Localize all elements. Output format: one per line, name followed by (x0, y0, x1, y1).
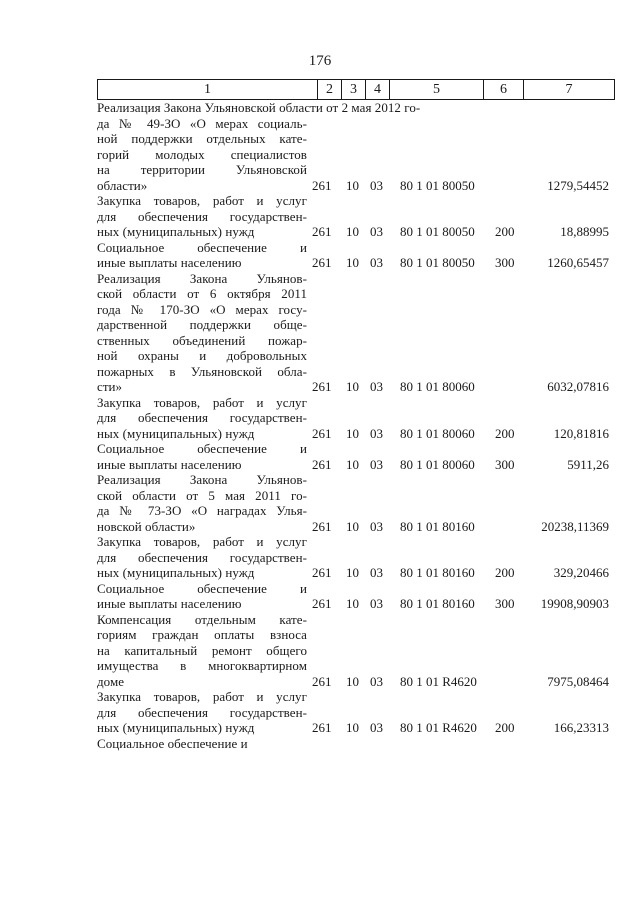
description-line: новской области» (97, 518, 196, 534)
row-description (97, 581, 307, 612)
ministry-code: 261 (312, 177, 332, 193)
section-code: 10 (346, 224, 359, 239)
row-amount: 166,23313 (553, 720, 609, 735)
row-amount: 20238,11369 (541, 518, 609, 534)
description-line: Реализация Закона Ульянов- (97, 270, 307, 286)
description-line: да № 73-ЗО «О наградах Улья- (97, 503, 307, 518)
target-article-code: 80 1 01 80160 (400, 565, 475, 580)
row-codes (312, 674, 525, 690)
table-header (97, 79, 615, 100)
ministry-code: 261 (312, 720, 332, 735)
description-line: иные выплаты населению (97, 255, 242, 270)
row-description (97, 441, 307, 472)
table-row (97, 581, 615, 612)
section-code: 10 (346, 255, 359, 270)
table-row (97, 441, 615, 472)
description-line: Социальное обеспечение и (97, 441, 307, 456)
row-description (97, 472, 307, 534)
subsection-code: 03 (370, 425, 383, 441)
target-article-code: 80 1 01 80160 (400, 518, 475, 534)
ministry-code: 261 (312, 379, 332, 394)
table-row (97, 472, 615, 534)
description-line: Закупка товаров, работ и услуг (97, 193, 307, 208)
description-line: Закупка товаров, работ и услуг (97, 394, 307, 410)
description-line: ных (муниципальных) нужд (97, 720, 255, 735)
expense-type-code: 200 (495, 224, 515, 239)
row-amount: 329,20466 (553, 565, 609, 580)
row-description (97, 689, 307, 736)
ministry-code: 261 (312, 224, 332, 239)
target-article-code: 80 1 01 80050 (400, 255, 475, 270)
header-col-3: 3 (342, 80, 366, 99)
target-article-code: 80 1 01 R4620 (400, 720, 477, 735)
subsection-code: 03 (370, 177, 383, 193)
description-line: Закупка товаров, работ и услуг (97, 689, 307, 704)
header-col-2: 2 (318, 80, 342, 99)
expense-type-code: 300 (495, 596, 515, 611)
table-row (97, 395, 615, 442)
expense-type-code: 200 (495, 425, 515, 441)
description-line: ской области от 6 октября 2011 (97, 286, 307, 301)
table-row (97, 240, 615, 271)
section-code: 10 (346, 425, 359, 441)
row-codes (312, 224, 525, 240)
target-article-code: 80 1 01 80050 (400, 177, 475, 193)
expense-type-code: 200 (495, 565, 515, 580)
expense-type-code: 200 (495, 720, 515, 735)
row-description (97, 193, 307, 240)
row-description (97, 612, 307, 690)
section-code: 10 (346, 456, 359, 472)
description-line: имущества в многоквартирном (97, 658, 307, 673)
header-col-1: 1 (98, 80, 318, 99)
row-codes (312, 720, 525, 736)
ministry-code: 261 (312, 518, 332, 534)
description-line: на капитальный ремонт общего (97, 642, 307, 658)
ministry-code: 261 (312, 425, 332, 441)
row-codes (312, 379, 525, 395)
target-article-code: 80 1 01 80060 (400, 379, 475, 394)
row-amount: 7975,08464 (547, 673, 609, 689)
row-codes (312, 519, 525, 535)
table-row (97, 534, 615, 581)
ministry-code: 261 (312, 673, 332, 689)
subsection-code: 03 (370, 456, 383, 472)
description-line: ных (муниципальных) нужд (97, 565, 255, 580)
target-article-code: 80 1 01 80060 (400, 456, 475, 472)
row-amount: 6032,07816 (547, 379, 609, 394)
ministry-code: 261 (312, 596, 332, 611)
table-row (97, 689, 615, 736)
table-body (97, 100, 615, 751)
description-line: сти» (97, 379, 123, 394)
row-codes (312, 426, 525, 442)
target-article-code: 80 1 01 80050 (400, 224, 475, 239)
section-code: 10 (346, 518, 359, 534)
description-line: гориям граждан оплаты взноса (97, 627, 307, 642)
row-amount: 5911,26 (567, 456, 609, 472)
subsection-code: 03 (370, 596, 383, 611)
description-line: области» (97, 177, 148, 193)
description-line: иные выплаты населению (97, 596, 242, 611)
row-codes (312, 565, 525, 581)
description-line: Реализация Закона Ульяновской области от 2 мая 2012 го- (97, 100, 421, 115)
description-line: дарственной поддержки обще- (97, 317, 307, 332)
description-line: да № 49-ЗО «О мерах социаль- (97, 115, 307, 131)
description-line: для обеспечения государствен- (97, 549, 307, 565)
table-row (97, 100, 615, 193)
ministry-code: 261 (312, 565, 332, 580)
row-description (97, 736, 307, 752)
section-code: 10 (346, 720, 359, 735)
subsection-code: 03 (370, 673, 383, 689)
description-line: ной поддержки отдельных кате- (97, 131, 307, 146)
description-line: на территории Ульяновской (97, 162, 307, 177)
section-code: 10 (346, 673, 359, 689)
row-codes (312, 596, 525, 612)
expense-type-code: 300 (495, 456, 515, 472)
description-line: ной охраны и добровольных (97, 348, 307, 363)
description-line: пожарных в Ульяновской обла- (97, 363, 307, 379)
description-line: Социальное обеспечение и (97, 239, 307, 255)
table-row (97, 193, 615, 240)
section-code: 10 (346, 596, 359, 611)
description-line: горий молодых специалистов (97, 146, 307, 162)
row-codes (312, 736, 525, 752)
page-number: 176 (308, 53, 332, 69)
row-amount: 18,88995 (560, 224, 609, 239)
description-line: ных (муниципальных) нужд (97, 425, 255, 441)
row-codes (312, 255, 525, 271)
target-article-code: 80 1 01 R4620 (400, 673, 477, 689)
description-line: Компенсация отдельным кате- (97, 611, 307, 627)
description-line: Реализация Закона Ульянов- (97, 472, 307, 487)
row-codes (312, 178, 525, 194)
subsection-code: 03 (370, 224, 383, 239)
row-description (97, 271, 307, 395)
description-line: ственных объединений пожар- (97, 332, 307, 348)
description-line: доме (97, 673, 125, 689)
description-line: для обеспечения государствен- (97, 704, 307, 720)
target-article-code: 80 1 01 80060 (400, 425, 475, 441)
target-article-code: 80 1 01 80160 (400, 596, 475, 611)
description-line: Социальное обеспечение и (97, 580, 307, 596)
row-description (97, 240, 307, 271)
description-line: Закупка товаров, работ и услуг (97, 534, 307, 549)
description-line: ской области от 5 мая 2011 го- (97, 487, 307, 503)
row-description (97, 534, 307, 581)
ministry-code: 261 (312, 255, 332, 270)
subsection-code: 03 (370, 720, 383, 735)
header-col-7: 7 (565, 82, 573, 97)
table-row (97, 612, 615, 690)
section-code: 10 (346, 565, 359, 580)
header-col-4: 4 (366, 80, 390, 99)
table-row (97, 736, 615, 752)
subsection-code: 03 (370, 565, 383, 580)
subsection-code: 03 (370, 379, 383, 394)
description-line: года № 170-ЗО «О мерах госу- (97, 301, 307, 317)
row-codes (312, 457, 525, 473)
description-line: иные выплаты населению (97, 456, 242, 472)
ministry-code: 261 (312, 456, 332, 472)
header-col-5: 5 (390, 80, 484, 99)
table-row (97, 271, 615, 395)
subsection-code: 03 (370, 255, 383, 270)
subsection-code: 03 (370, 518, 383, 534)
description-line: для обеспечения государствен- (97, 410, 307, 425)
row-amount: 1260,65457 (547, 255, 609, 270)
description-line: Социальное обеспечение и (97, 735, 248, 751)
section-code: 10 (346, 177, 359, 193)
description-line: ных (муниципальных) нужд (97, 224, 255, 239)
header-col-6: 6 (484, 80, 524, 99)
row-amount: 120,81816 (553, 425, 609, 441)
row-amount: 19908,90903 (540, 596, 609, 611)
row-description (97, 395, 307, 442)
description-line: для обеспечения государствен- (97, 208, 307, 224)
row-amount: 1279,54452 (547, 177, 609, 193)
expense-type-code: 300 (495, 255, 515, 270)
section-code: 10 (346, 379, 359, 394)
